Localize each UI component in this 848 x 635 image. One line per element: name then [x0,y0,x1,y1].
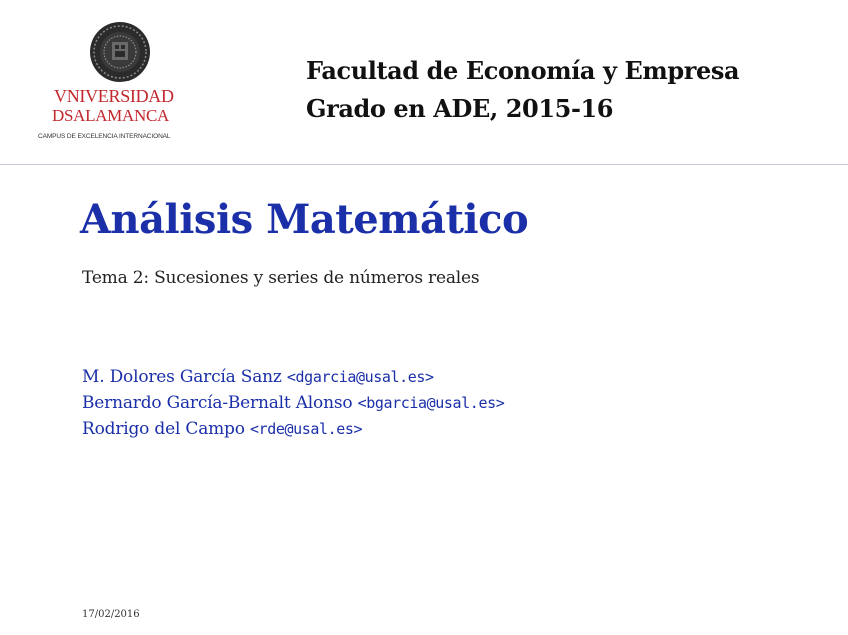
header-text [306,52,739,128]
author-name: Rodrigo del Campo [82,419,245,439]
author-name: Bernardo García-Bernalt Alonso [82,393,353,413]
university-name-line2: DSALAMANCA [52,106,169,125]
author-entry [82,390,504,416]
author-email[interactable]: <rde@usal.es> [249,420,363,438]
author-entry [82,364,504,390]
degree-name: Grado en ADE, 2015-16 [306,94,614,123]
author-email[interactable]: <bgarcia@usal.es> [357,394,505,412]
author-name: M. Dolores García Sanz [82,367,282,387]
author-email[interactable]: <dgarcia@usal.es> [286,368,434,386]
university-logo [38,20,198,146]
university-seal-icon [88,20,152,84]
author-list [82,364,504,442]
header-divider [0,164,848,165]
author-entry [82,416,504,442]
faculty-name: Facultad de Economía y Empresa [306,56,740,85]
university-name-line1: VNIVERSIDAD [54,86,174,106]
university-tagline: CAMPUS DE EXCELENCIA INTERNACIONAL [38,133,171,140]
presentation-date: 17/02/2016 [82,609,140,620]
presentation-subtitle: Tema 2: Sucesiones y series de números reales [82,268,480,288]
presentation-title: Análisis Matemático [80,196,529,243]
